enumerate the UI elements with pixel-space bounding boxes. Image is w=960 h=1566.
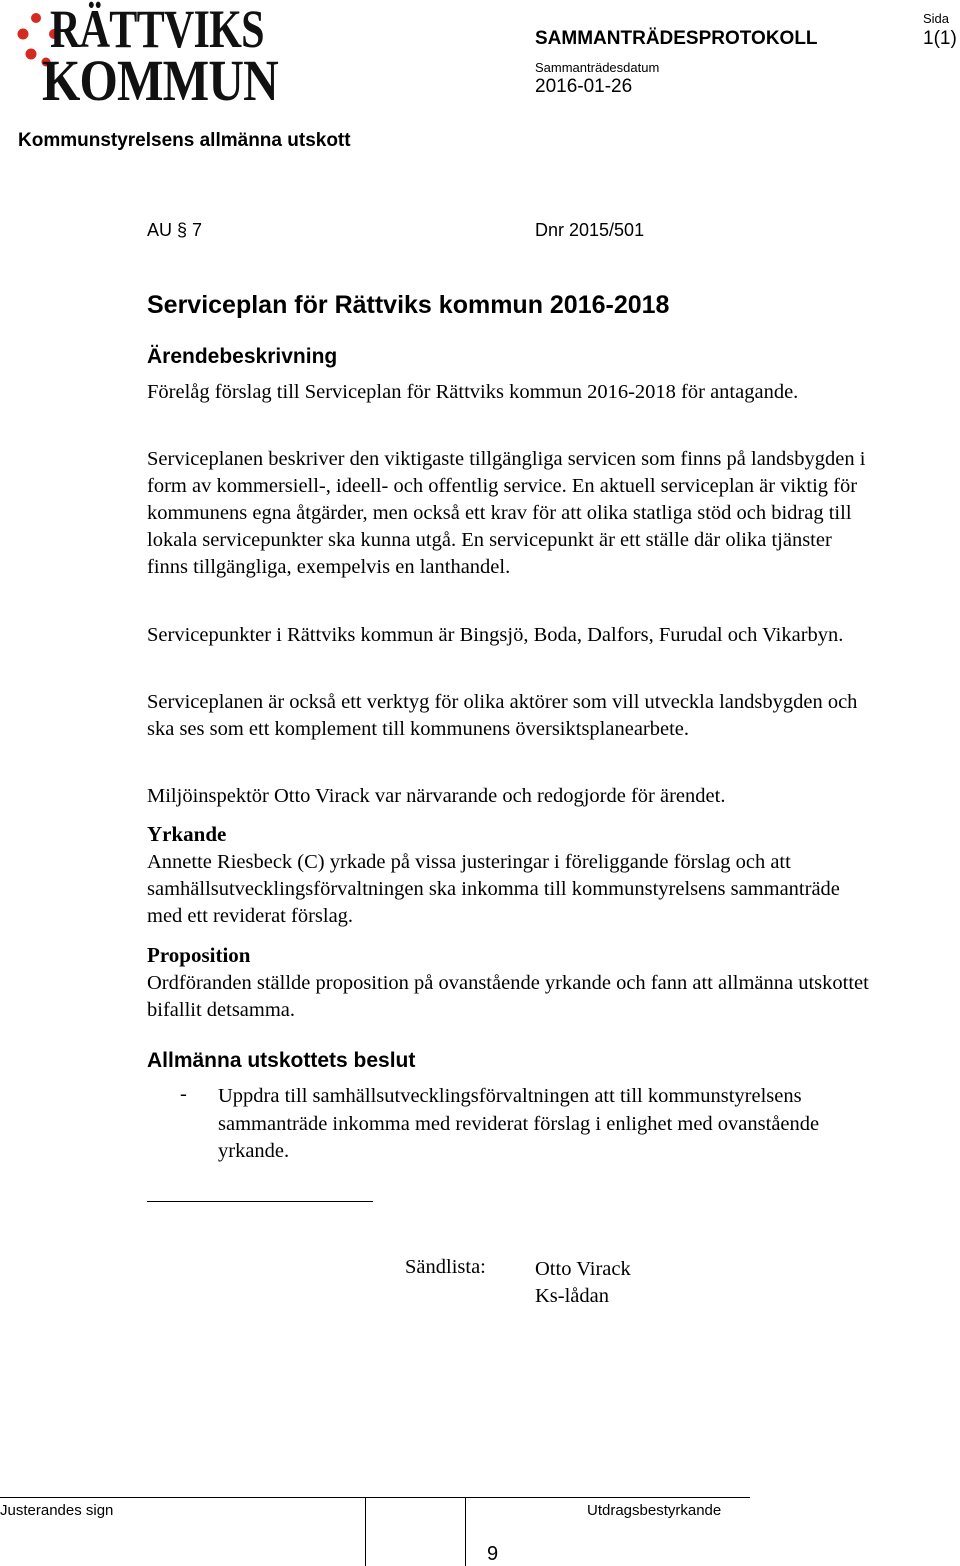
- section-heading-proposition: Proposition: [147, 943, 251, 967]
- municipality-logo: [14, 0, 304, 113]
- paragraph-arende-2: Serviceplanen beskriver den viktigaste tillgängliga servicen som finns på landsbygden i form av kommersiell-, ideell- och offentlig service. En aktuell serviceplan är viktig för kommunens egna åtgärder, men också ett krav för att olika statliga stöd och bidrag till lokala servicepunkter ska kunna utgå. En servicepunkt är ett ställe där olika tjänster finns tillgängliga, exempelvis en lanthandel.: [147, 448, 866, 578]
- paragraph-reference: AU § 7: [147, 220, 203, 240]
- separator-line: [147, 1201, 373, 1202]
- distribution-list-label: Sändlista:: [405, 1256, 486, 1278]
- utdragsbestyrkande-label: Utdragsbestyrkande: [587, 1502, 722, 1519]
- section-heading-arende: Ärendebeskrivning: [147, 345, 338, 368]
- paragraph-yrkande: Annette Riesbeck (C) yrkade på vissa justeringar i föreliggande förslag och att samhällsutvecklingsförvaltningen ska inkomma till kommunstyrelsens sammanträde med ett reviderat förslag.: [147, 851, 840, 927]
- section-heading-yrkande: Yrkande: [147, 822, 227, 846]
- meeting-date-label: Sammanträdesdatum: [535, 60, 660, 75]
- paragraph-arende-3: Servicepunkter i Rättviks kommun är Bingsjö, Boda, Dalfors, Furudal och Vikarbyn.: [147, 624, 844, 646]
- committee-name: Kommunstyrelsens allmänna utskott: [18, 130, 351, 151]
- paragraph-proposition: Ordföranden ställde proposition på ovanstående yrkande och fann att allmänna utskottet bifallit detsamma.: [147, 972, 869, 1021]
- page-label: Sida: [923, 11, 950, 26]
- page-number: 9: [487, 1543, 499, 1565]
- case-number: Dnr 2015/501: [535, 220, 645, 240]
- signature-box-divider: [365, 1497, 366, 1566]
- logo-text-line2: KOMMUN: [42, 48, 278, 113]
- distribution-list: [535, 1256, 631, 1310]
- distribution-recipient: Otto Virack: [535, 1258, 631, 1280]
- section-heading-beslut: Allmänna utskottets beslut: [147, 1049, 416, 1072]
- paragraph-arende-5: Miljöinspektör Otto Virack var närvarande och redogjorde för ärendet.: [147, 785, 726, 807]
- paragraph-arende-1: Förelåg förslag till Serviceplan för Rättviks kommun 2016-2018 för antagande.: [147, 381, 799, 403]
- document-type: SAMMANTRÄDESPROTOKOLL: [535, 28, 818, 49]
- paragraph-arende-4: Serviceplanen är också ett verktyg för olika aktörer som vill utveckla landsbygden och ska ses som ett komplement till kommunens översiktsplanearbete.: [147, 691, 858, 740]
- distribution-recipient: Ks-lådan: [535, 1285, 610, 1307]
- meeting-date: 2016-01-26: [535, 76, 633, 97]
- page-count: 1(1): [923, 28, 957, 49]
- case-title: Serviceplan för Rättviks kommun 2016-2018: [147, 291, 670, 319]
- decision-item: Uppdra till samhällsutvecklingsförvaltningen att till kommunstyrelsens sammanträde inkomma med reviderat förslag i enlighet med ovanstående yrkande.: [218, 1085, 820, 1162]
- justerandes-sign-label: Justerandes sign: [0, 1502, 114, 1519]
- footer-rule: [0, 1497, 750, 1498]
- logo-text-line1: RÄTTVIKS: [50, 0, 264, 59]
- signature-box-divider: [465, 1497, 466, 1566]
- decision-bullet: -: [180, 1083, 187, 1105]
